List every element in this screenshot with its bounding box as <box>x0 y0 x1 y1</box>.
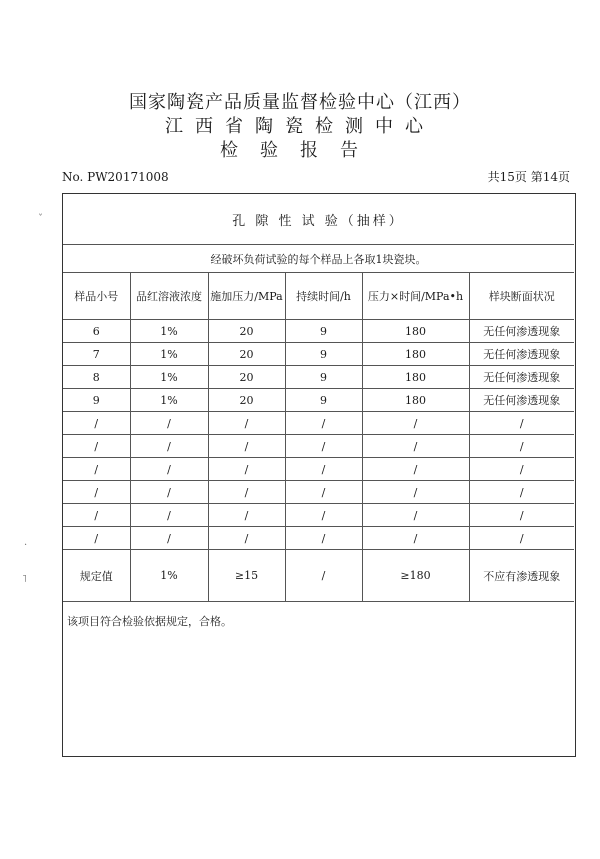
column-header-row <box>63 273 574 320</box>
table-cell: / <box>362 527 469 550</box>
table-cell: / <box>130 481 208 504</box>
table-cell: 1% <box>130 389 208 412</box>
scan-speck: ˇ <box>38 214 43 225</box>
table-cell: / <box>285 504 362 527</box>
column-header: 施加压力/MPa <box>208 273 285 320</box>
table-cell: / <box>63 458 130 481</box>
table-cell: / <box>130 412 208 435</box>
table-cell: 无任何渗透现象 <box>469 320 574 343</box>
table-cell: / <box>362 435 469 458</box>
report-table-frame <box>62 193 576 757</box>
table-cell: / <box>362 458 469 481</box>
conclusion-text: 该项目符合检验依据规定，合格。 <box>67 615 232 628</box>
table-cell: 180 <box>362 366 469 389</box>
specified-value-row <box>63 550 574 602</box>
table-cell: / <box>469 435 574 458</box>
table-cell: / <box>130 504 208 527</box>
page-number: 共15页 第14页 <box>487 170 570 184</box>
table-cell: / <box>63 435 130 458</box>
table-cell: / <box>285 435 362 458</box>
table-cell: 9 <box>285 366 362 389</box>
table-cell: / <box>285 527 362 550</box>
table-row <box>63 389 574 412</box>
center-name-secondary: 江西省陶瓷检测中心 <box>165 116 435 137</box>
column-header: 样品小号 <box>63 273 130 320</box>
table-cell: 180 <box>362 389 469 412</box>
table-cell: / <box>208 527 285 550</box>
table-cell: 20 <box>208 320 285 343</box>
table-row <box>63 343 574 366</box>
spec-cell: 不应有渗透现象 <box>469 550 574 602</box>
table-cell: / <box>63 481 130 504</box>
spec-cell: ≥180 <box>362 550 469 602</box>
table-cell: / <box>130 458 208 481</box>
scan-speck: · <box>24 540 28 551</box>
table-cell: / <box>469 458 574 481</box>
center-name: 国家陶瓷产品质量监督检验中心（江西） <box>129 92 471 113</box>
table-cell: 20 <box>208 366 285 389</box>
table-cell: / <box>362 504 469 527</box>
table-cell: / <box>63 527 130 550</box>
porosity-test-table <box>63 194 574 602</box>
column-header: 持续时间/h <box>285 273 362 320</box>
table-row <box>63 458 574 481</box>
table-cell: / <box>208 412 285 435</box>
sampling-note: 经破坏负荷试验的每个样品上各取1块瓷块。 <box>63 245 574 273</box>
table-cell: 180 <box>362 320 469 343</box>
table-cell: / <box>362 481 469 504</box>
table-cell: 9 <box>285 389 362 412</box>
report-title: 检验报告 <box>220 140 380 161</box>
table-cell: 无任何渗透现象 <box>469 343 574 366</box>
table-cell: 8 <box>63 366 130 389</box>
table-row <box>63 320 574 343</box>
table-cell: 1% <box>130 320 208 343</box>
table-cell: / <box>63 504 130 527</box>
table-cell: / <box>130 435 208 458</box>
table-cell: 180 <box>362 343 469 366</box>
table-cell: / <box>469 504 574 527</box>
table-cell: 7 <box>63 343 130 366</box>
table-cell: / <box>285 481 362 504</box>
table-cell: / <box>208 481 285 504</box>
table-row <box>63 435 574 458</box>
table-cell: 9 <box>285 343 362 366</box>
table-row <box>63 527 574 550</box>
table-cell: 1% <box>130 366 208 389</box>
table-cell: / <box>469 481 574 504</box>
table-row <box>63 481 574 504</box>
table-cell: / <box>63 412 130 435</box>
table-row <box>63 504 574 527</box>
table-cell: / <box>130 527 208 550</box>
table-cell: / <box>208 458 285 481</box>
column-header: 品红溶液浓度 <box>130 273 208 320</box>
spec-cell: 规定值 <box>63 550 130 602</box>
spec-cell: ≥15 <box>208 550 285 602</box>
column-header: 压力×时间/MPa•h <box>362 273 469 320</box>
table-cell: / <box>469 527 574 550</box>
table-cell: / <box>208 504 285 527</box>
table-cell: 20 <box>208 343 285 366</box>
spec-cell: 1% <box>130 550 208 602</box>
document-number: No. PW20171008 <box>62 170 169 184</box>
scan-speck: ˥ <box>22 574 27 585</box>
spec-cell: / <box>285 550 362 602</box>
table-cell: / <box>285 458 362 481</box>
table-cell: / <box>362 412 469 435</box>
table-row <box>63 366 574 389</box>
table-cell: / <box>469 412 574 435</box>
table-cell: 1% <box>130 343 208 366</box>
table-cell: 无任何渗透现象 <box>469 389 574 412</box>
table-cell: 无任何渗透现象 <box>469 366 574 389</box>
column-header: 样块断面状况 <box>469 273 574 320</box>
table-row <box>63 412 574 435</box>
table-cell: 9 <box>285 320 362 343</box>
table-title: 孔 隙 性 试 验（抽样） <box>63 194 574 245</box>
table-cell: / <box>285 412 362 435</box>
table-cell: / <box>208 435 285 458</box>
table-cell: 9 <box>63 389 130 412</box>
table-cell: 20 <box>208 389 285 412</box>
table-cell: 6 <box>63 320 130 343</box>
